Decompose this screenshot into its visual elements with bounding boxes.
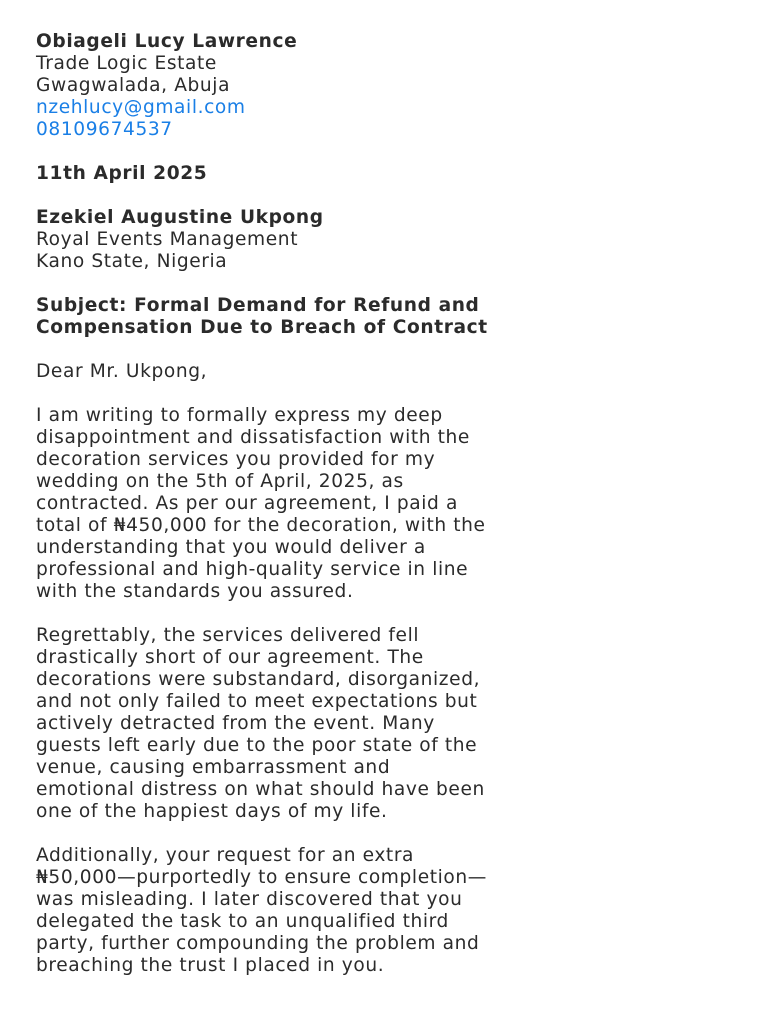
sender-block bbox=[36, 31, 742, 141]
paragraph-line: venue, causing embarrassment and bbox=[36, 757, 391, 778]
body-paragraph-1 bbox=[36, 405, 742, 603]
paragraph-line: emotional distress on what should have been bbox=[36, 779, 485, 800]
sender-phone-link[interactable]: 08109674537 bbox=[36, 119, 173, 140]
recipient-block bbox=[36, 207, 742, 273]
paragraph-line: contracted. As per our agreement, I paid a bbox=[36, 493, 458, 514]
paragraph-line: delegated the task to an unqualified third bbox=[36, 911, 449, 932]
letter-date: 11th April 2025 bbox=[36, 163, 208, 184]
paragraph-line: drastically short of our agreement. The bbox=[36, 647, 424, 668]
body-paragraph-3 bbox=[36, 845, 742, 977]
sender-email-link[interactable]: nzehlucy@gmail.com bbox=[36, 97, 246, 118]
body-paragraph-2 bbox=[36, 625, 742, 823]
sender-name: Obiageli Lucy Lawrence bbox=[36, 31, 298, 52]
paragraph-line: party, further compounding the problem and bbox=[36, 933, 480, 954]
paragraph-line: with the standards you assured. bbox=[36, 581, 354, 602]
paragraph-line: Additionally, your request for an extra bbox=[36, 845, 415, 866]
paragraph-line: understanding that you would deliver a bbox=[36, 537, 426, 558]
paragraph-line: one of the happiest days of my life. bbox=[36, 801, 388, 822]
recipient-location: Kano State, Nigeria bbox=[36, 251, 228, 272]
salutation: Dear Mr. Ukpong, bbox=[36, 361, 208, 382]
sender-address-line2: Gwagwalada, Abuja bbox=[36, 75, 231, 96]
paragraph-line: disappointment and dissatisfaction with the bbox=[36, 427, 470, 448]
sender-address-line1: Trade Logic Estate bbox=[36, 53, 217, 74]
subject-line: Subject: Formal Demand for Refund and bbox=[36, 295, 480, 316]
recipient-company: Royal Events Management bbox=[36, 229, 299, 250]
paragraph-line: actively detracted from the event. Many bbox=[36, 713, 435, 734]
subject-block bbox=[36, 295, 742, 339]
paragraph-line: wedding on the 5th of April, 2025, as bbox=[36, 471, 404, 492]
subject-line: Compensation Due to Breach of Contract bbox=[36, 317, 488, 338]
paragraph-line: guests left early due to the poor state of the bbox=[36, 735, 478, 756]
paragraph-line: I am writing to formally express my deep bbox=[36, 405, 443, 426]
paragraph-line: decorations were substandard, disorganized, bbox=[36, 669, 481, 690]
salutation-block bbox=[36, 361, 742, 383]
paragraph-line: breaching the trust I placed in you. bbox=[36, 955, 385, 976]
paragraph-line: decoration services you provided for my bbox=[36, 449, 436, 470]
paragraph-line: was misleading. I later discovered that you bbox=[36, 889, 463, 910]
paragraph-line: total of ₦450,000 for the decoration, with the bbox=[36, 515, 486, 536]
date-block bbox=[36, 163, 742, 185]
letter bbox=[36, 31, 742, 999]
paragraph-line: Regrettably, the services delivered fell bbox=[36, 625, 420, 646]
paragraph-line: ₦50,000—purportedly to ensure completion— bbox=[36, 867, 487, 888]
recipient-name: Ezekiel Augustine Ukpong bbox=[36, 207, 324, 228]
paragraph-line: professional and high-quality service in line bbox=[36, 559, 469, 580]
paragraph-line: and not only failed to meet expectations but bbox=[36, 691, 478, 712]
